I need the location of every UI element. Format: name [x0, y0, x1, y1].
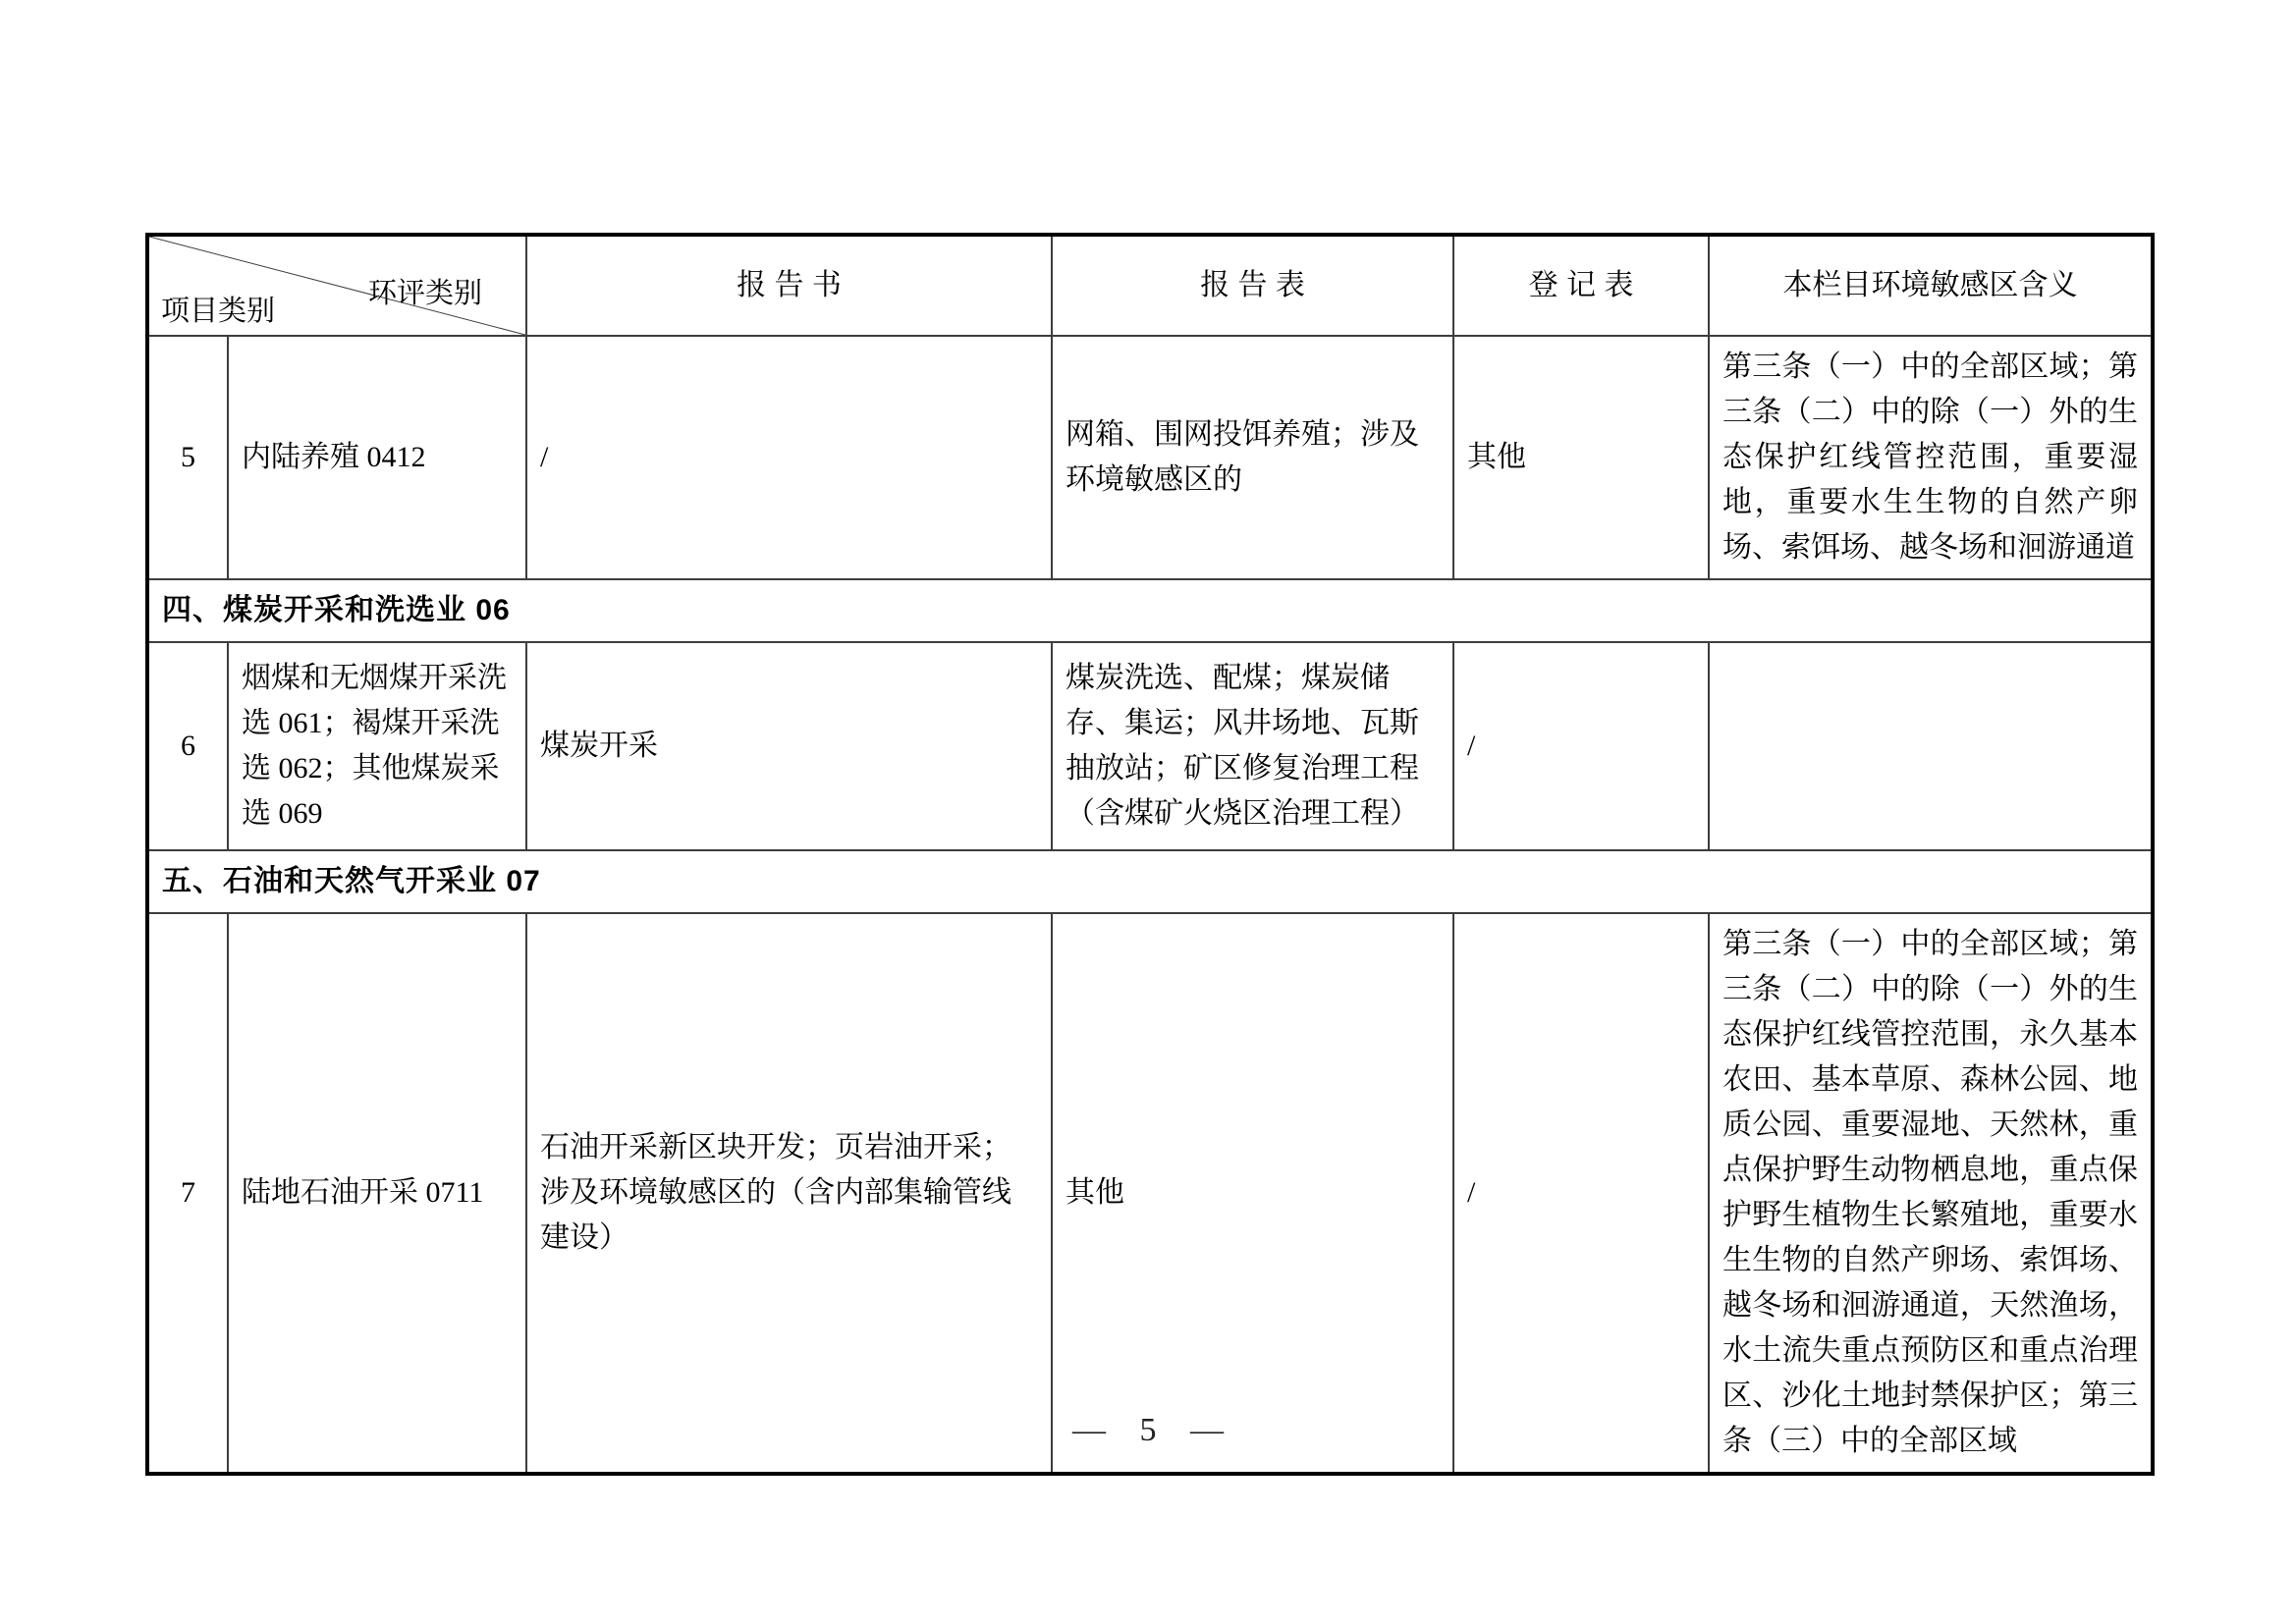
table-row-6 — [147, 642, 2153, 850]
diagonal-header-cell — [147, 235, 526, 336]
row-number: 7 — [147, 913, 228, 1474]
header-sensitive-area-meaning: 本栏目环境敏感区含义 — [1709, 235, 2153, 336]
registration-form-cell: / — [1453, 642, 1709, 850]
report-form-cell: 煤炭洗选、配煤；煤炭储存、集运；风井场地、瓦斯抽放站；矿区修复治理工程（含煤矿火烧区治理工程） — [1052, 642, 1453, 850]
report-book-cell: 石油开采新区块开发；页岩油开采；涉及环境敏感区的（含内部集输管线建设） — [526, 913, 1052, 1474]
registration-form-cell: / — [1453, 913, 1709, 1474]
header-registration-form: 登 记 表 — [1453, 235, 1709, 336]
project-category: 烟煤和无烟煤开采洗选 061；褐煤开采洗选 062；其他煤炭采选 069 — [228, 642, 526, 850]
project-category: 内陆养殖 0412 — [228, 336, 526, 579]
row-number: 5 — [147, 336, 228, 579]
table-row-7 — [147, 913, 2153, 1474]
section-row-petroleum — [147, 850, 2153, 913]
page-footer: — 5 — — [1072, 1412, 1224, 1448]
table-row-5 — [147, 336, 2153, 579]
header-report-book: 报 告 书 — [526, 235, 1052, 336]
report-form-cell: 其他 — [1052, 913, 1453, 1474]
table-header-row — [147, 235, 2153, 336]
sensitive-meaning-cell: 第三条（一）中的全部区域；第三条（二）中的除（一）外的生态保护红线管控范围，永久基本农田、基本草原、森林公园、地质公园、重要湿地、天然林，重点保护野生动物栖息地，重点保护野生植物生长繁殖地，重要水生生物的自然产卵场、索饵场、越冬场和洄游通道，天然渔场，水土流失重点预防区和重点治理区、沙化土地封禁保护区；第三条（三）中的全部区域 — [1709, 913, 2153, 1474]
row-number: 6 — [147, 642, 228, 850]
eia-category-table — [145, 233, 2155, 1476]
registration-form-cell: 其他 — [1453, 336, 1709, 579]
sensitive-meaning-cell: 第三条（一）中的全部区域；第三条（二）中的除（一）外的生态保护红线管控范围，重要湿地，重要水生生物的自然产卵场、索饵场、越冬场和洄游通道 — [1709, 336, 2153, 579]
header-eia-category-label: 环评类别 — [367, 278, 482, 309]
sensitive-meaning-cell — [1709, 642, 2153, 850]
report-book-cell: / — [526, 336, 1052, 579]
project-category: 陆地石油开采 0711 — [228, 913, 526, 1474]
section-title: 四、煤炭开采和洗选业 06 — [147, 579, 2153, 642]
header-report-form: 报 告 表 — [1052, 235, 1453, 336]
section-row-coal — [147, 579, 2153, 642]
report-form-cell: 网箱、围网投饵养殖；涉及环境敏感区的 — [1052, 336, 1453, 579]
report-book-cell: 煤炭开采 — [526, 642, 1052, 850]
header-project-category-label: 项目类别 — [161, 296, 276, 327]
section-title: 五、石油和天然气开采业 07 — [147, 850, 2153, 913]
